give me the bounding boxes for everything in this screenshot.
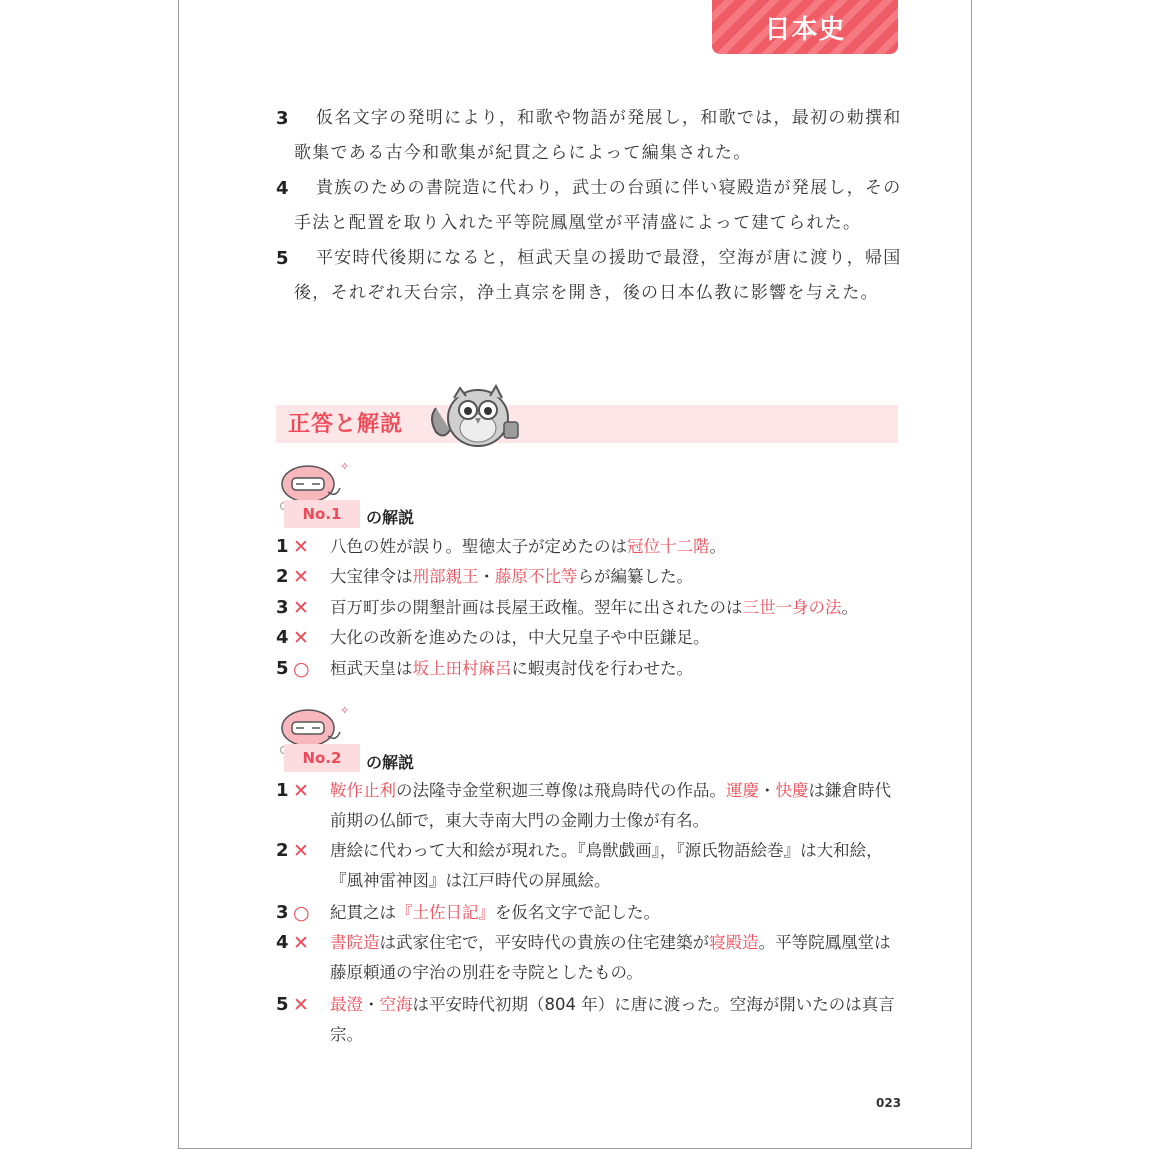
- wrong-mark-icon: ✕: [293, 780, 309, 802]
- text-segment: 。平等院鳳凰堂は藤原頼通の宇治の別荘を寺院としたもの。: [330, 933, 891, 982]
- correct-mark-icon: ○: [293, 658, 310, 680]
- text-segment: 八色の姓が誤り。聖徳太子が定めたのは: [330, 537, 627, 556]
- highlight-term: 書院造: [330, 933, 380, 952]
- choice-number: 5: [276, 248, 290, 269]
- highlight-term: 藤原不比等: [495, 567, 578, 586]
- page-number: 023: [876, 1096, 902, 1110]
- text-segment: ・: [759, 781, 776, 800]
- answer-row: [276, 898, 904, 928]
- choice-4: [276, 171, 906, 241]
- choice-line: 貴族のための書院造に代わり，武士の台頭に伴い寝殿造が発展し，その: [316, 178, 902, 198]
- choice-5: [276, 241, 906, 311]
- text-segment: は武家住宅で，平安時代の貴族の住宅建築が: [379, 933, 710, 952]
- answer-row: [276, 623, 904, 653]
- answer-text: [276, 532, 904, 562]
- wrong-mark-icon: ✕: [293, 597, 309, 619]
- answer-text: [276, 776, 904, 836]
- answer-row: [276, 776, 904, 836]
- answer-number: 4: [276, 932, 289, 953]
- answer-number: 5: [276, 658, 289, 679]
- highlight-term: 三世一身の法: [742, 598, 842, 617]
- highlight-term: 寝殿造: [709, 933, 759, 952]
- answer-text: [276, 898, 904, 928]
- wrong-mark-icon: ✕: [293, 932, 309, 954]
- text-segment: 。: [841, 598, 858, 617]
- answer-text: [276, 654, 904, 684]
- owl-mascot-icon: [424, 378, 520, 450]
- highlight-term: 空海: [379, 995, 413, 1014]
- highlight-term: 冠位十二階: [627, 537, 710, 556]
- girl-mascot-icon: [278, 458, 348, 504]
- answer-number: 1: [276, 536, 289, 557]
- text-segment: 百万町歩の開墾計画は長屋王政権。翌年に出されたのは: [330, 598, 743, 617]
- text-segment: に蝦夷討伐を行わせた。: [511, 659, 693, 678]
- text-segment: ・: [363, 995, 380, 1014]
- text-segment: は鎌倉時代前期の仏師で，東大寺南大門の金剛力士像が有名。: [330, 781, 891, 830]
- answer-number: 2: [276, 566, 289, 587]
- choice-line: 歌集である古今和歌集が紀貫之らによって編集された。: [294, 143, 752, 163]
- wrong-mark-icon: ✕: [293, 627, 309, 649]
- answer-row: [276, 928, 904, 988]
- choice-line: 仮名文字の発明により，和歌や物語が発展し，和歌では，最初の勅撰和: [316, 108, 902, 128]
- answer-number: 5: [276, 994, 289, 1015]
- text-segment: を仮名文字で記した。: [495, 903, 660, 922]
- choice-number: 4: [276, 178, 290, 199]
- sparkle-icon: ✧: [340, 704, 350, 717]
- wrong-mark-icon: ✕: [293, 566, 309, 588]
- answer-number: 1: [276, 780, 289, 801]
- answer-number: 2: [276, 840, 289, 861]
- explanation-badge: No.1: [284, 500, 360, 528]
- choice-line: 手法と配置を取り入れた平等院鳳凰堂が平清盛によって建てられた。: [294, 213, 862, 233]
- explanation-badge: No.2: [284, 744, 360, 772]
- girl-mascot-icon: [278, 702, 348, 748]
- highlight-term: 運慶: [726, 781, 759, 800]
- choice-line: 平安時代後期になると，桓武天皇の援助で最澄，空海が唐に渡り，帰国: [316, 248, 902, 268]
- text-segment: 。: [709, 537, 726, 556]
- highlight-term: 快慶: [775, 781, 809, 800]
- answer-text: [276, 562, 904, 592]
- highlight-term: 『土佐日記』: [396, 903, 495, 922]
- wrong-mark-icon: ✕: [293, 536, 309, 558]
- sparkle-icon: ✧: [340, 460, 350, 473]
- text-segment: 唐絵に代わって大和絵が現れた。『鳥獣戯画』，『源氏物語絵巻』は大和絵，『風神雷神図』は江戸時代の屏風絵。: [330, 841, 883, 890]
- text-segment: 桓武天皇は: [330, 659, 413, 678]
- answer-row: [276, 654, 904, 684]
- answer-text: [276, 593, 904, 623]
- answer-text: [276, 836, 904, 896]
- explanation-suffix: の解説: [366, 508, 415, 527]
- text-segment: らが編纂した。: [577, 567, 693, 586]
- text-segment: 紀貫之は: [330, 903, 396, 922]
- section-title: 正答と解説: [288, 412, 404, 437]
- answer-text: [276, 928, 904, 988]
- highlight-term: 坂上田村麻呂: [412, 659, 512, 678]
- answer-text: [276, 623, 904, 653]
- wrong-mark-icon: ✕: [293, 840, 309, 862]
- text-segment: は平安時代初期（804 年）に唐に渡った。空海が開いたのは真言宗。: [330, 995, 895, 1044]
- text-segment: 大宝律令は: [330, 567, 413, 586]
- answer-text: [276, 990, 904, 1050]
- text-segment: 大化の改新を進めたのは，中大兄皇子や中臣鎌足。: [330, 628, 710, 647]
- answer-number: 4: [276, 627, 289, 648]
- answer-number: 3: [276, 597, 289, 618]
- choice-number: 3: [276, 108, 290, 129]
- correct-mark-icon: ○: [293, 902, 310, 924]
- answer-number: 3: [276, 902, 289, 923]
- answer-row: [276, 562, 904, 592]
- highlight-term: 刑部親王: [412, 567, 479, 586]
- answer-row: [276, 836, 904, 896]
- answer-row: [276, 593, 904, 623]
- subject-tab: 日本史: [712, 0, 898, 54]
- text-segment: の法隆寺金堂釈迦三尊像は飛鳥時代の作品。: [396, 781, 726, 800]
- highlight-term: 最澄: [330, 995, 363, 1014]
- highlight-term: 鞍作止利: [330, 781, 396, 800]
- text-segment: ・: [478, 567, 495, 586]
- choice-line: 後，それぞれ天台宗，浄土真宗を開き，後の日本仏教に影響を与えた。: [294, 283, 879, 303]
- wrong-mark-icon: ✕: [293, 994, 309, 1016]
- answer-row: [276, 532, 904, 562]
- explanation-suffix: の解説: [366, 753, 415, 772]
- choice-3: [276, 101, 906, 171]
- answer-row: [276, 990, 904, 1050]
